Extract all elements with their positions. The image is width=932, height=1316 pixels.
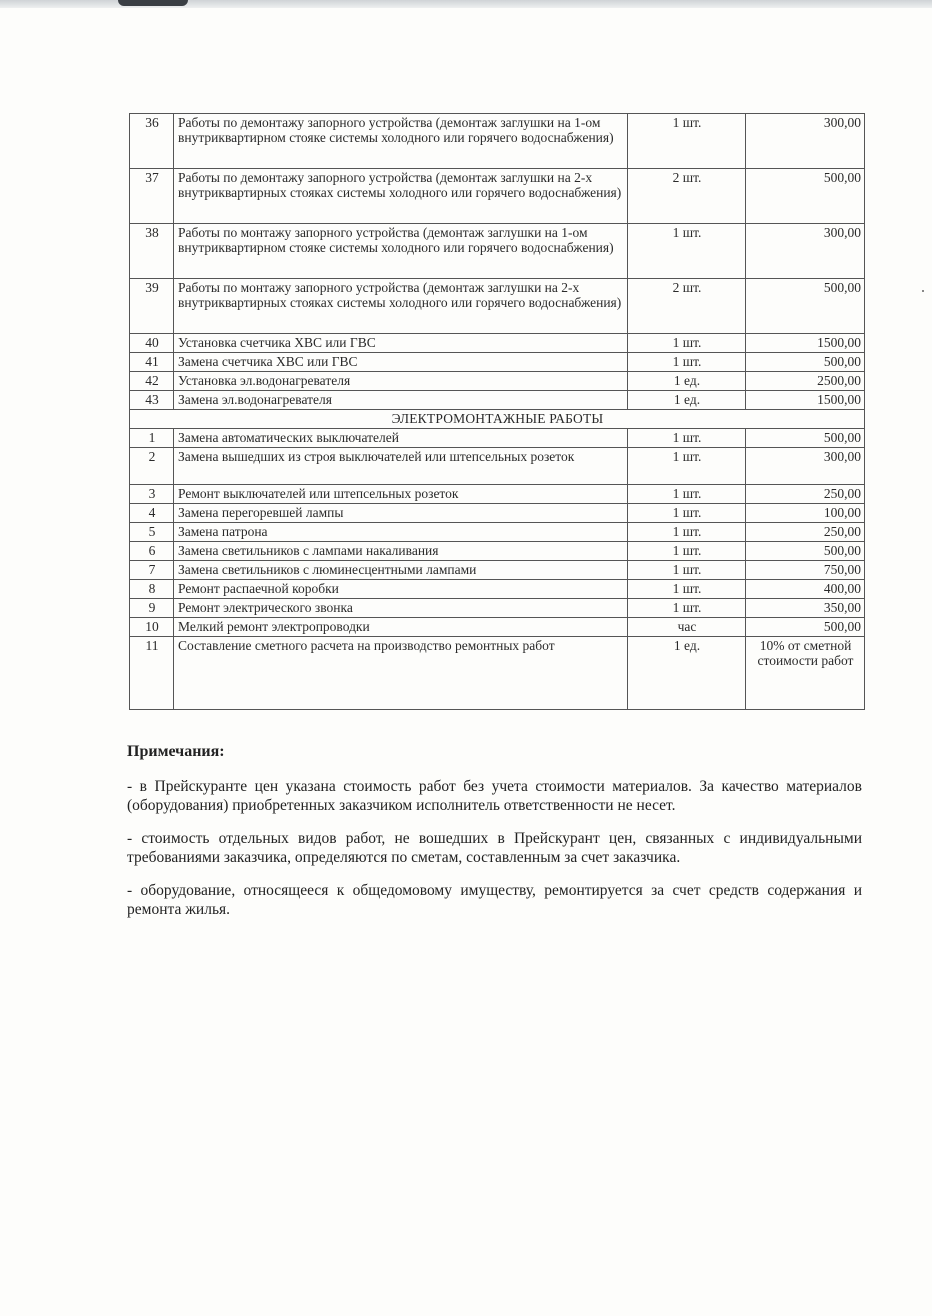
price: 300,00: [746, 114, 865, 169]
section-title: ЭЛЕКТРОМОНТАЖНЫЕ РАБОТЫ: [130, 410, 865, 429]
work-name: Ремонт выключателей или штепсельных розеток: [174, 485, 628, 504]
work-name: Ремонт электрического звонка: [174, 599, 628, 618]
section-row: [130, 410, 865, 429]
price: 500,00: [746, 429, 865, 448]
note-item: - в Прейскуранте цен указана стоимость работ без учета стоимости материалов. За качество материалов (оборудования) приобретенных заказчиком исполнитель ответственности не несет.: [127, 778, 862, 814]
price: 100,00: [746, 504, 865, 523]
row-number: 4: [130, 504, 174, 523]
price: 500,00: [746, 169, 865, 224]
unit: 1 шт.: [628, 580, 746, 599]
work-name: Составление сметного расчета на производство ремонтных работ: [174, 637, 628, 710]
price: 250,00: [746, 485, 865, 504]
notes-title: Примечания:: [127, 743, 225, 760]
unit: 1 шт.: [628, 429, 746, 448]
note-item: - оборудование, относящееся к общедомовому имуществу, ремонтируется за счет средств содержания и ремонта жилья.: [127, 882, 862, 918]
price: 500,00: [746, 618, 865, 637]
notes-section: [127, 742, 862, 933]
unit: 1 ед.: [628, 372, 746, 391]
unit: 1 шт.: [628, 504, 746, 523]
row-number: 43: [130, 391, 174, 410]
price: 1500,00: [746, 334, 865, 353]
work-name: Установка счетчика ХВС или ГВС: [174, 334, 628, 353]
work-name: Замена вышедших из строя выключателей или штепсельных розеток: [174, 448, 628, 485]
row-number: 6: [130, 542, 174, 561]
work-name: Работы по монтажу запорного устройства (демонтаж заглушки на 2-х внутриквартирных стояках системы холодного или горячего водоснабжения): [174, 279, 628, 334]
row-number: 9: [130, 599, 174, 618]
scan-speck: [922, 290, 924, 292]
work-name: Замена автоматических выключателей: [174, 429, 628, 448]
work-name: Замена эл.водонагревателя: [174, 391, 628, 410]
unit: 1 шт.: [628, 224, 746, 279]
unit: 1 шт.: [628, 485, 746, 504]
table-row: [130, 114, 865, 169]
work-name: Замена светильников с лампами накаливания: [174, 542, 628, 561]
work-name: Замена патрона: [174, 523, 628, 542]
row-number: 10: [130, 618, 174, 637]
table-row: [130, 391, 865, 410]
table-row: [130, 504, 865, 523]
row-number: 2: [130, 448, 174, 485]
row-number: 36: [130, 114, 174, 169]
row-number: 8: [130, 580, 174, 599]
table-row: [130, 599, 865, 618]
work-name: Работы по демонтажу запорного устройства (демонтаж заглушки на 2-х внутриквартирных стояках системы холодного или горячего водоснабжения): [174, 169, 628, 224]
unit: 1 шт.: [628, 599, 746, 618]
table-row: [130, 224, 865, 279]
price: 350,00: [746, 599, 865, 618]
work-name: Работы по демонтажу запорного устройства (демонтаж заглушки на 1-ом внутриквартирном стояке системы холодного или горячего водоснабжения): [174, 114, 628, 169]
table-row: [130, 637, 865, 710]
unit: 1 ед.: [628, 637, 746, 710]
price: 500,00: [746, 279, 865, 334]
row-number: 37: [130, 169, 174, 224]
unit: 2 шт.: [628, 279, 746, 334]
row-number: 41: [130, 353, 174, 372]
unit: 1 шт.: [628, 334, 746, 353]
table-row: [130, 448, 865, 485]
scan-edge: [0, 0, 932, 8]
work-name: Работы по монтажу запорного устройства (демонтаж заглушки на 1-ом внутриквартирном стояке системы холодного или горячего водоснабжения): [174, 224, 628, 279]
unit: 2 шт.: [628, 169, 746, 224]
price: 2500,00: [746, 372, 865, 391]
row-number: 11: [130, 637, 174, 710]
table-row: [130, 618, 865, 637]
work-name: Замена светильников с люминесцентными лампами: [174, 561, 628, 580]
work-name: Замена перегоревшей лампы: [174, 504, 628, 523]
price: 300,00: [746, 224, 865, 279]
price: 750,00: [746, 561, 865, 580]
price-table-body: [130, 114, 865, 710]
table-row: [130, 429, 865, 448]
note-item: - стоимость отдельных видов работ, не вошедших в Прейскурант цен, связанных с индивидуальными требованиями заказчика, определяются по сметам, составленным за счет заказчика.: [127, 830, 862, 866]
unit: 1 ед.: [628, 391, 746, 410]
work-name: Замена счетчика ХВС или ГВС: [174, 353, 628, 372]
table-row: [130, 561, 865, 580]
price: 250,00: [746, 523, 865, 542]
price: 500,00: [746, 542, 865, 561]
unit: 1 шт.: [628, 114, 746, 169]
row-number: 39: [130, 279, 174, 334]
unit: 1 шт.: [628, 561, 746, 580]
unit: 1 шт.: [628, 542, 746, 561]
unit: 1 шт.: [628, 523, 746, 542]
unit: 1 шт.: [628, 448, 746, 485]
price: 400,00: [746, 580, 865, 599]
table-row: [130, 372, 865, 391]
table-row: [130, 353, 865, 372]
row-number: 42: [130, 372, 174, 391]
price: 10% от сметной стоимости работ: [746, 637, 865, 710]
row-number: 38: [130, 224, 174, 279]
table-row: [130, 542, 865, 561]
price: 300,00: [746, 448, 865, 485]
table-row: [130, 580, 865, 599]
row-number: 1: [130, 429, 174, 448]
table-row: [130, 169, 865, 224]
work-name: Установка эл.водонагревателя: [174, 372, 628, 391]
table-row: [130, 279, 865, 334]
table-row: [130, 523, 865, 542]
unit: 1 шт.: [628, 353, 746, 372]
work-name: Мелкий ремонт электропроводки: [174, 618, 628, 637]
work-name: Ремонт распаечной коробки: [174, 580, 628, 599]
price-table: [129, 113, 865, 710]
row-number: 3: [130, 485, 174, 504]
row-number: 5: [130, 523, 174, 542]
price: 1500,00: [746, 391, 865, 410]
scan-artifact: [118, 0, 188, 6]
unit: час: [628, 618, 746, 637]
row-number: 7: [130, 561, 174, 580]
price: 500,00: [746, 353, 865, 372]
row-number: 40: [130, 334, 174, 353]
table-row: [130, 485, 865, 504]
table-row: [130, 334, 865, 353]
